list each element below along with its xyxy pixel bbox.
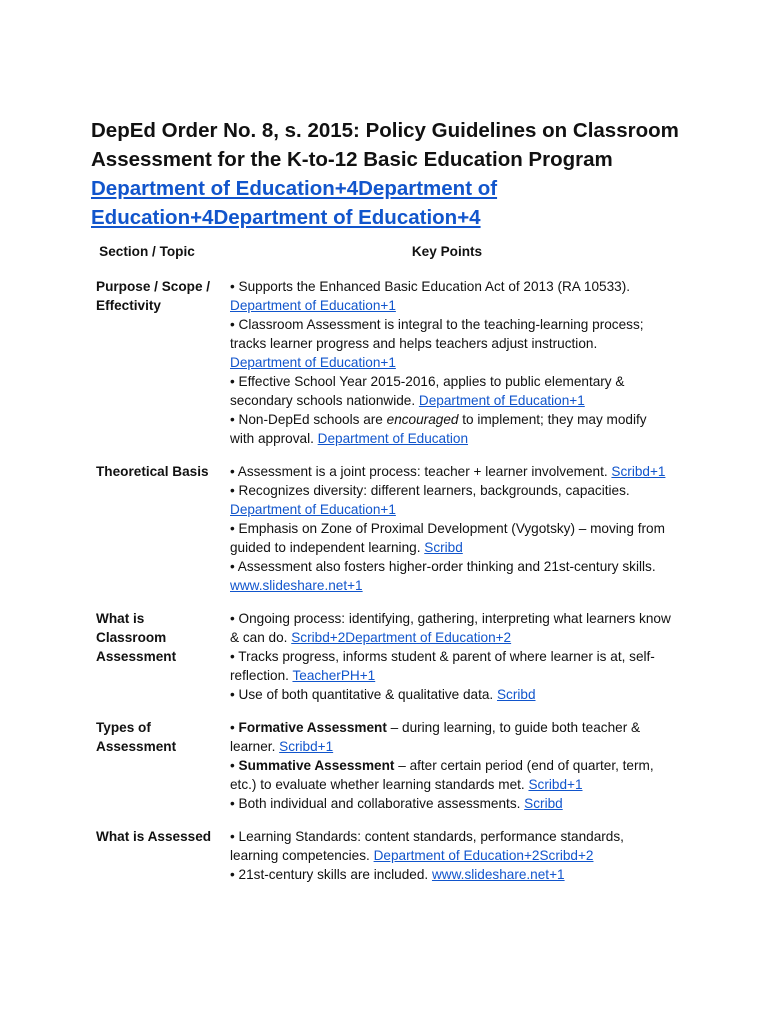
source-link[interactable]: Scribd xyxy=(524,796,563,811)
row-key-points xyxy=(223,718,671,827)
column-header-key-points: Key Points xyxy=(411,244,483,259)
row-key-points xyxy=(223,277,671,462)
point-text: • 21st-century skills are included. xyxy=(230,867,432,882)
key-point xyxy=(230,718,671,756)
key-point xyxy=(230,827,671,865)
source-link[interactable]: www.slideshare.net+1 xyxy=(431,867,565,882)
row-topic: What is Classroom Assessment xyxy=(96,611,177,664)
point-text: to implement; they may modify with approval. xyxy=(230,412,647,446)
point-text: • Learning Standards: content standards, performance standards, learning competencies. xyxy=(230,829,624,863)
source-link[interactable]: Department of Education+1 xyxy=(230,355,396,370)
table-row xyxy=(91,609,671,718)
summary-table xyxy=(91,242,671,898)
point-text: • Non-DepEd schools are xyxy=(230,412,387,427)
key-point xyxy=(230,462,671,481)
source-link[interactable]: Department of Education+1 xyxy=(230,502,396,517)
source-link[interactable]: Department of Education+2Scribd+2 xyxy=(373,848,594,863)
point-text: • Use of both quantitative & qualitative data. xyxy=(230,687,497,702)
source-link[interactable]: Department of Education+1 xyxy=(418,393,585,408)
key-point xyxy=(230,315,671,372)
point-text: • Supports the Enhanced Basic Education Act of 2013 (RA 10533). xyxy=(230,279,630,294)
point-text: • Ongoing process: identifying, gathering, interpreting what learners know & can do. xyxy=(230,611,671,645)
point-text: • Emphasis on Zone of Proximal Development (Vygotsky) – moving from guided to independent learning. xyxy=(230,521,665,555)
key-point xyxy=(230,609,671,647)
key-point xyxy=(230,865,671,884)
key-point xyxy=(230,557,671,595)
key-point xyxy=(230,372,671,410)
title-link[interactable]: Department of Education+4Department of Education+4Department of Education+4 xyxy=(91,177,498,229)
table-row xyxy=(91,277,671,462)
point-text: • Recognizes diversity: different learners, backgrounds, capacities. xyxy=(230,483,630,498)
point-text: • Tracks progress, informs student & parent of where learner is at, self-reflection. xyxy=(230,649,655,683)
row-key-points xyxy=(223,609,671,718)
point-text: • xyxy=(230,758,239,773)
source-link[interactable]: Scribd+1 xyxy=(279,739,334,754)
title-text: DepEd Order No. 8, s. 2015: Policy Guidelines on Classroom Assessment for the K-to-12 Basic Education Program xyxy=(91,119,679,171)
bold-term: Formative Assessment xyxy=(238,720,387,735)
table-row xyxy=(91,718,671,827)
point-text: – after certain period (end of quarter, term, etc.) to evaluate whether learning standards met. xyxy=(230,758,654,792)
source-link[interactable]: Scribd+2Department of Education+2 xyxy=(291,630,512,645)
table-header-row xyxy=(91,242,671,277)
source-link[interactable]: Scribd xyxy=(496,687,536,702)
row-topic: What is Assessed xyxy=(96,829,212,844)
point-text: – during learning, to guide both teacher & learner. xyxy=(230,720,641,754)
key-point xyxy=(230,519,671,557)
key-point xyxy=(230,685,671,704)
point-text: • Both individual and collaborative assessments. xyxy=(230,796,525,811)
source-link[interactable]: TeacherPH+1 xyxy=(292,668,376,683)
point-text: • Assessment is a joint process: teacher + learner involvement. xyxy=(230,464,612,479)
key-point xyxy=(230,756,671,794)
emphasis-text: encouraged xyxy=(386,412,459,427)
source-link[interactable]: Scribd+1 xyxy=(528,777,583,792)
row-key-points xyxy=(223,827,671,898)
table-row xyxy=(91,462,671,609)
bold-term: Summative Assessment xyxy=(238,758,395,773)
key-point xyxy=(230,277,671,315)
row-topic: Theoretical Basis xyxy=(96,464,209,479)
point-text: • xyxy=(230,720,239,735)
source-link[interactable]: Scribd+1 xyxy=(611,464,666,479)
document-title xyxy=(91,116,691,232)
point-text: • Classroom Assessment is integral to the teaching-learning process; tracks learner progress and helps teachers adjust instruction. xyxy=(230,317,644,351)
point-text: • Assessment also fosters higher-order thinking and 21st-century skills. xyxy=(230,559,656,574)
row-key-points xyxy=(223,462,671,609)
row-topic: Types of Assessment xyxy=(96,720,177,754)
key-point xyxy=(230,794,671,813)
point-text: • Effective School Year 2015-2016, applies to public elementary & secondary schools nationwide. xyxy=(230,374,625,408)
source-link[interactable]: Department of Education+1 xyxy=(230,298,396,313)
key-point xyxy=(230,410,671,448)
source-link[interactable]: Scribd xyxy=(424,540,463,555)
key-point xyxy=(230,647,671,685)
source-link[interactable]: Department of Education xyxy=(317,431,469,446)
key-point xyxy=(230,481,671,519)
column-header-topic: Section / Topic xyxy=(99,244,195,259)
source-link[interactable]: www.slideshare.net+1 xyxy=(230,578,363,593)
table-row xyxy=(91,827,671,898)
row-topic: Purpose / Scope / Effectivity xyxy=(96,279,211,313)
